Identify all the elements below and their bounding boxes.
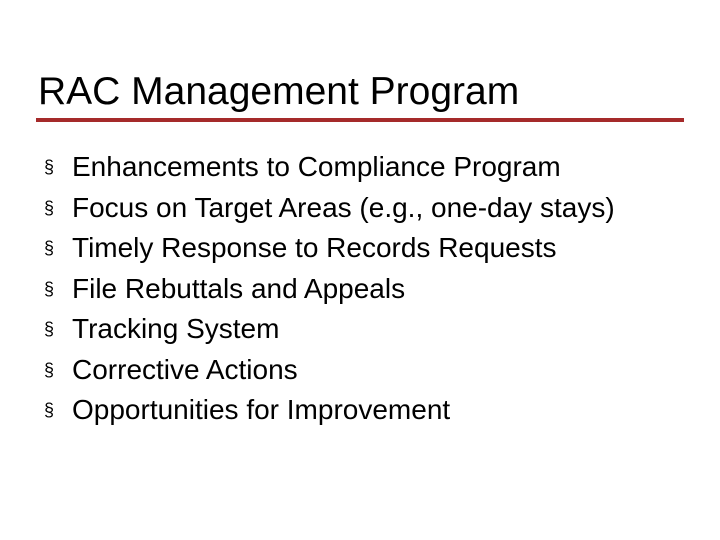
bullet-icon: § (44, 359, 55, 380)
bullet-icon: § (44, 238, 55, 258)
bullet-text: Tracking System (72, 313, 280, 344)
list-item (44, 150, 664, 185)
bullet-icon: § (44, 157, 55, 177)
bullet-icon: § (44, 319, 55, 339)
list-item (44, 272, 664, 307)
bullet-text: Timely Response to Records Requests (72, 232, 557, 263)
bullet-icon: § (44, 278, 55, 299)
bullet-text: File Rebuttals and Appeals (72, 272, 406, 304)
bullet-icon: § (44, 400, 55, 420)
list-item (44, 312, 664, 347)
list-item (44, 231, 664, 266)
list-item (44, 353, 664, 388)
slide-title: RAC Management Program (38, 70, 520, 113)
bullet-list (44, 150, 664, 434)
bullet-text: Enhancements to Compliance Program (72, 151, 561, 182)
list-item (44, 393, 664, 428)
bullet-text: Opportunities for Improvement (72, 394, 451, 425)
bullet-icon: § (44, 197, 55, 218)
bullet-text: Corrective Actions (72, 353, 298, 385)
bullet-text: Focus on Target Areas (e.g., one-day stays) (72, 191, 615, 223)
list-item (44, 191, 664, 226)
title-divider (36, 118, 684, 122)
